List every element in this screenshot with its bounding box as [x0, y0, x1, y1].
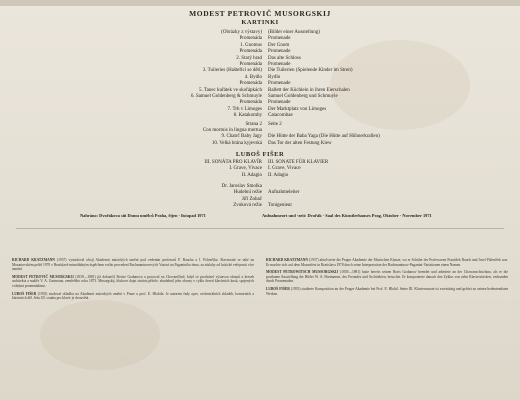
note-paragraph — [12, 275, 254, 289]
side2-czech — [150, 122, 262, 147]
fiser-german — [268, 160, 380, 179]
tracklist-side2 — [150, 122, 380, 147]
side2-german — [268, 122, 380, 147]
track-de: Promenade — [268, 49, 291, 55]
track-cz: Promenáda — [239, 62, 262, 68]
track-de: Der Gnom — [268, 42, 290, 48]
note-text: (1839—1881) hatte bereits seinen Boris Godunow beendet und arbeitete an der Chowanschtschina, als er die posthume Ausstellung der Bilder W. A. Hartmanns, des Freundes und Architekten, besuchte. Er komponierte danach den Zyklus von zehn Klavierstücken, verbunden durch Promenaden. — [266, 270, 508, 284]
note-paragraph — [266, 258, 508, 267]
track-de: Promenade — [268, 62, 291, 68]
track-cz: 6. Samuel Goldenberg & Schmuyle — [190, 94, 262, 100]
track-cz: 8. Katakomby — [233, 113, 262, 119]
track-cz: 7. Trh v Limoges — [227, 106, 262, 112]
note-paragraph — [12, 258, 254, 272]
note-text: (1935) studoval skladbu na Akademii múzických umění v Praze u prof. E. Hlobila. Je autorem řady oper, orchestrálních skladeb, komorních a klavírních děl. Jeho III. sonáta pro klavír je dvouvětá. — [12, 291, 254, 301]
fiser-cz: II. Adagio — [241, 172, 262, 178]
credit-de: Aufnahmeleiter — [268, 190, 300, 196]
fiser-de: I. Grave, Vivace — [268, 166, 301, 172]
track-de: Catacombae — [268, 113, 293, 119]
track-cz: 10. Velká brána kyjevská — [211, 140, 262, 146]
recording-info-cz: Nahráno: Dvořákova síň Domu umělců Praha, říjen - listopad 1971 — [80, 213, 206, 218]
track-cz: Promenáda — [239, 36, 262, 42]
tracklist-side1 — [150, 30, 380, 120]
credits — [150, 184, 380, 210]
note-text: (1935) studierte Komposition an der Prager Akademie bei Prof. E. Hlobil. Seine III. Klaviersonate ist zweisätzig und gehört zu seinen bedeutendsten Werken. — [266, 286, 508, 296]
tracklist-czech — [150, 30, 262, 120]
note-heading: MODEST PETROVIČ MUSORGSKIJ — [12, 274, 74, 279]
track-cz: Promenáda — [239, 100, 262, 106]
track-cz: 5. Tanec kuřátek ve skořápkách — [198, 87, 262, 93]
sleeve-top-edge — [0, 0, 520, 6]
note-heading: RICHARD KRATZMANN — [266, 258, 308, 262]
track-cz: Promenáda — [239, 49, 262, 55]
track-de: Samuel Goldenberg und Schmuyle — [268, 94, 338, 100]
track-de: Promenade — [268, 81, 291, 87]
recording-info-de: Aufnahmeort und -zeit: Dvořák - Saal des Künstlerhauses Prag, Oktober - November 1971 — [262, 213, 432, 218]
fiser-cz: I. Grave, Vivace — [229, 166, 262, 172]
note-text: (1937) absolvierte die Prager Akademie der Musischen Künste, wo er Schüler der Professoren František Rauch und Josef Páleníček war. Er machte sich auf dem Mozartfest in Bratislava 1970 durch seine Interpretation der Rachmaninow-Paganini-Variationen einen Namen. — [266, 258, 508, 267]
section-divider — [16, 228, 504, 229]
note-heading: LUBOŠ FIŠER — [12, 291, 37, 296]
side2-label: Strana 2 — [245, 122, 262, 127]
note-text: (1937) vystudoval obojí Akademii múzických umění pod vedením profesorů F. Raucha a I. Polenčíka. Slavnostní se také na Mozartovském poště 1970 v Bratislavě mimořádným úspěchem svého provedení Rachmaninovových Variací na Paganiniho téma, za zásluhy od kritické veřejnosti více uznání. — [12, 258, 254, 272]
note-text: (1839—1881) již dokončil Borise Godunova a pracoval na Chovanščině, když se procházel výstavou obrazů a kreseb architekta a malíře V. A. Gartmana, zemřelého roku 1873. Musorgskij, hluboce dojat ztrátou přítele, zhudebnil jeho obrazy v cyklu deseti klavírních kusů, spojených volnými promenádami. — [12, 274, 254, 288]
fiser-de: III. SONATE FÜR KLAVIER — [268, 160, 329, 165]
composer-title: MODEST PETROVIČ MUSORGSKIJ — [189, 9, 331, 18]
credit-cz: Zvuková režie — [233, 203, 262, 209]
fiser-de: II. Adagio — [268, 172, 289, 178]
credit-cz: Hudební režie — [233, 190, 262, 196]
credit-de: Tonigenieur — [268, 203, 293, 209]
fiser-tracklist — [150, 160, 380, 179]
track-de: Das alte Schloss — [268, 55, 301, 61]
track-cz: 2. Starý hrad — [236, 55, 262, 61]
track-de: Die Hütte der Baba Yaga (Die Hütte auf Hühnerkrallen) — [268, 134, 380, 140]
credits-german — [268, 184, 380, 210]
note-paragraph — [266, 270, 508, 284]
work-title: KARTINKI — [241, 19, 279, 26]
credit-cz: Dr. Jaroslav Smolka — [221, 184, 262, 189]
tracklist-german — [268, 30, 380, 120]
track-de: Der Marktplatz von Limoges — [268, 106, 327, 112]
track-cz: 3. Tuileries (Hašteřící se děti) — [202, 68, 262, 74]
sleeve-stain — [40, 300, 160, 370]
fiser-cz: III. SONÁTA PRO KLAVÍR — [204, 160, 262, 165]
note-heading: RICHARD KRATZMANN — [12, 258, 55, 262]
track-de: Das Tor der alten Festung Kiew — [268, 140, 332, 146]
header — [0, 9, 520, 26]
track-cz: Promenáda — [239, 81, 262, 87]
track-de: Bydlo — [268, 74, 281, 80]
note-paragraph — [266, 287, 508, 296]
side2-label: Seite 2 — [268, 122, 282, 127]
note-paragraph — [12, 292, 254, 301]
track-de: (Bilder einer Ausstellung) — [268, 30, 320, 35]
track-de: Promenade — [268, 100, 291, 106]
track-cz: 4. Bydlo — [244, 74, 262, 80]
credits-czech — [150, 184, 262, 210]
note-heading: LUBOŠ FIŠER — [266, 286, 290, 291]
fiser-czech — [150, 160, 262, 179]
track-de: Promenade — [268, 36, 291, 42]
track-de: Ballett der Küchlein in ihren Eierschalen — [268, 87, 350, 93]
note-heading: MODEST PETROWITSCH MUSSORGSKIJ — [266, 270, 339, 275]
track-de: Die Tuilerien (Spielende Kinder im Streit) — [268, 68, 353, 74]
track-cz: 1. Gnomus — [240, 42, 262, 48]
fiser-section — [0, 152, 520, 158]
liner-notes-czech — [12, 258, 254, 304]
track-cz: 9. Chatrč Baby Jagy — [221, 134, 262, 140]
fiser-composer: LUBOŠ FIŠER — [235, 151, 285, 158]
liner-notes-german — [266, 258, 508, 299]
track-cz: (Obrázky z výstavy) — [221, 30, 262, 35]
track-cz: Con mortuis in lingua mortua — [202, 128, 262, 133]
credit-cz: Jiří Zobač — [241, 196, 262, 202]
